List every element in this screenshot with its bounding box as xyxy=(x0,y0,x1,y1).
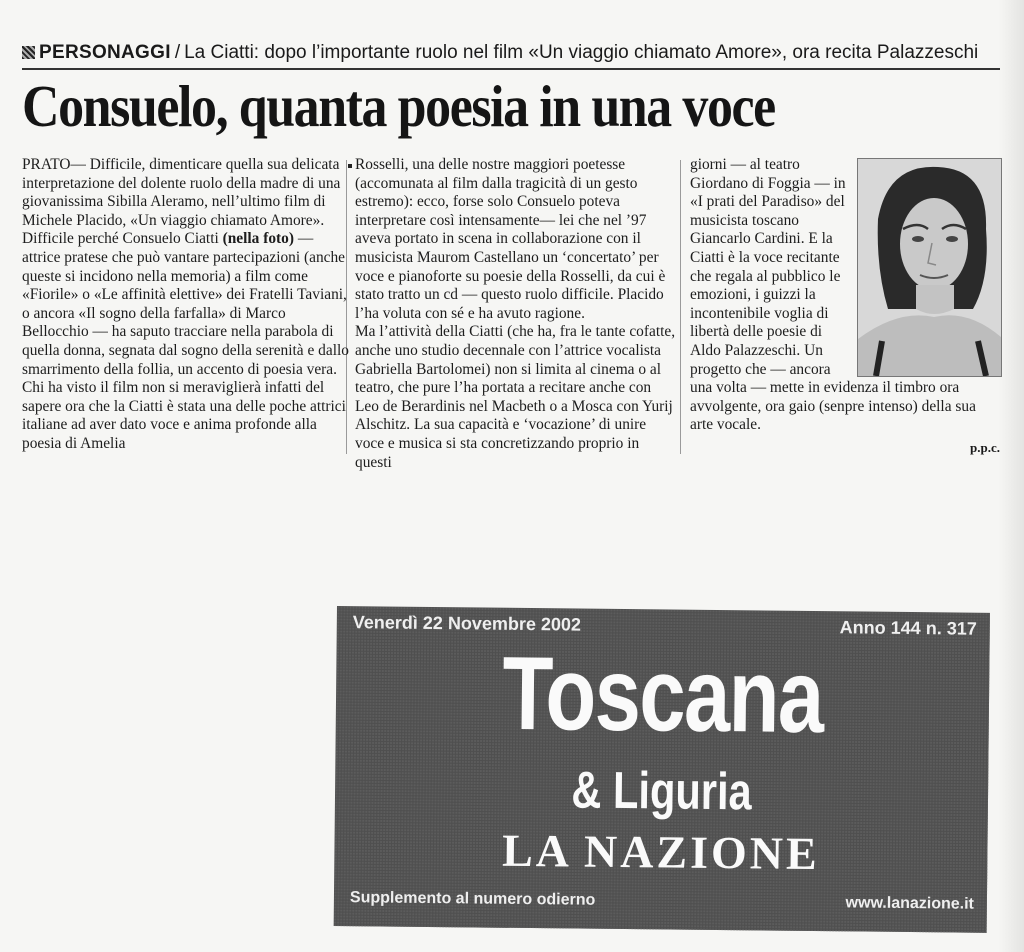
paragraph-4: Ma l’attività della Ciatti (che ha, fra le tante cofatte, anche uno studio decennale con l’attrice vocalista Gabriella Bartolomei) non si limita al cinema o al teatro, che pure l’ha portata a recitare anche con Leo de Berardinis nel Macbeth o a Mosca con Yurij Alschitz. La sua capacità e ‘vocazione’ di unire voce e musica si sta concretizzando proprio in questi xyxy=(355,323,676,471)
masthead-subtitle: & Liguria xyxy=(571,761,753,822)
masthead-issue: Anno 144 n. 317 xyxy=(839,617,977,639)
kicker-separator: / xyxy=(174,42,181,63)
portrait-image xyxy=(858,159,1001,376)
paragraph-5-full: una volta — mette in evidenza il timbro ora avvolgente, ora gaio (senpre intenso) della sua arte vocale. xyxy=(690,379,976,434)
signature: p.p.c. xyxy=(970,440,1000,455)
paragraph-5-wrapped: giorni — al teatro Giordano di Foggia — in «I prati del Paradiso» del musicista toscano Giancarlo Cardini. E la Ciatti è la voce recitante che regala al pubblico le emozioni, i guizzi la incontenibile voglia di libertà delle poesie di Aldo Palazzeschi. Un progetto che — ancora xyxy=(690,156,846,378)
paragraph-1 xyxy=(22,156,352,379)
masthead-paper-name: LA NAZIONE xyxy=(501,824,820,880)
paragraph-3: Rosselli, una delle nostre maggiori poetesse (accomunata al film dalla tragicità di un gesto estremo): ecco, forse solo Consuelo poteva interpretare così intensamente— lei che nel ’97 aveva portato in scena in collaborazione con il musicista Maurom Castellano un ‘concertato’ per voce e pianoforte su poesie della Rosselli, da cui è stato tratto un cd — questo ruolo difficile. Placido l’ha voluta con sé e ha avuto ragione. xyxy=(355,156,666,322)
square-marker-icon xyxy=(22,46,35,59)
kicker-category: PERSONAGGI xyxy=(39,42,171,63)
article-column-2 xyxy=(355,156,677,472)
article-column-1 xyxy=(22,156,352,454)
masthead-url: www.lanazione.it xyxy=(845,894,975,913)
column-rule-2 xyxy=(680,160,681,454)
masthead-title: Toscana xyxy=(501,635,824,756)
headline: Consuelo, quanta poesia in una voce xyxy=(22,73,775,139)
paragraph-2: Chi ha visto il film non si meraviglierà infatti del sapere ora che la Ciatti è stata una delle poche attrici italiane ad aver dato voce e anima profonde alla poesia di Amelia xyxy=(22,379,346,452)
para1-rest: — attrice pratese che può vantare partecipazioni (anche queste si incidono nella memoria) a film come «Fiorile» o «Le affinità elettive» dei Fratelli Taviani, o ancora «Il sogno della farfalla» di Marco Bellocchio — ha saputo tracciare nella parabola di quella donna, segnata dal sogno della serenità e dallo smarrimento della follia, un accento di poesia vera. xyxy=(22,230,349,378)
page-edge-shadow xyxy=(998,0,1024,952)
masthead-clipping xyxy=(334,606,990,933)
kicker-line xyxy=(22,42,1000,70)
masthead-date: Venerdì 22 Novembre 2002 xyxy=(352,612,582,635)
masthead-supplement: Supplemento al numero odierno xyxy=(349,889,596,909)
photo-reference: (nella foto) xyxy=(222,230,294,248)
portrait-photo xyxy=(857,158,1002,377)
kicker-text: La Ciatti: dopo l’importante ruolo nel film «Un viaggio chiamato Amore», ora recita Palazzeschi xyxy=(184,42,979,63)
para1-intro: PRATO— Difficile, dimenticare quella sua delicata interpretazione del dolente ruolo della madre di una giovanissima Sibilla Aleramo, nell’ultimo film di Michele Placido, «Un viaggio chiamato Amore». Difficile perché Consuelo Ciatti xyxy=(22,156,341,248)
masthead-bottom-bar xyxy=(350,889,974,914)
